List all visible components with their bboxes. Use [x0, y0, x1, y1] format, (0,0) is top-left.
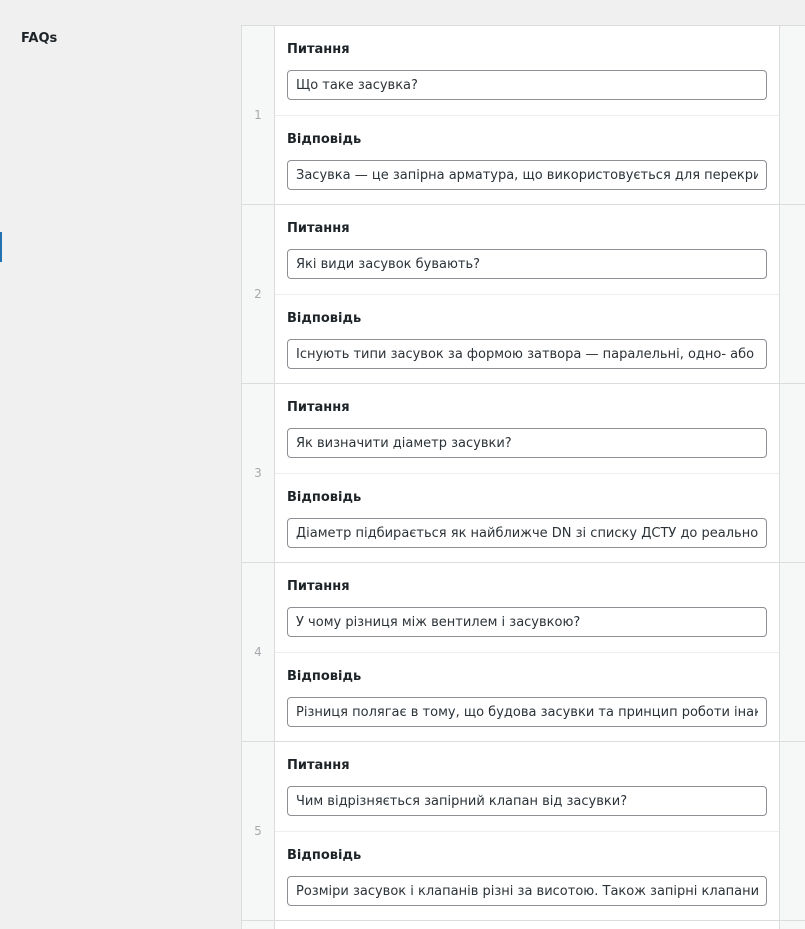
question-label: Питання [287, 42, 350, 57]
question-field [275, 384, 779, 473]
row-number: 5 [254, 824, 262, 838]
row-fields [275, 921, 780, 929]
repeater-row [242, 205, 805, 384]
answer-field [275, 831, 779, 920]
answer-label: Відповідь [287, 848, 362, 863]
row-actions-column[interactable] [780, 384, 805, 562]
row-fields [275, 205, 780, 383]
row-actions-column[interactable] [780, 742, 805, 920]
answer-field [275, 115, 779, 204]
question-field [275, 205, 779, 294]
question-field [275, 742, 779, 831]
field-title: FAQs [21, 31, 58, 46]
row-actions-column[interactable] [780, 563, 805, 741]
question-input[interactable] [287, 428, 767, 458]
answer-input[interactable] [287, 876, 767, 906]
repeater-row [242, 26, 805, 205]
answer-input[interactable] [287, 518, 767, 548]
row-fields [275, 742, 780, 920]
repeater-row [242, 384, 805, 563]
repeater-row-partial [242, 921, 805, 929]
row-actions-column[interactable] [780, 205, 805, 383]
row-drag-handle[interactable] [242, 205, 275, 383]
question-label: Питання [287, 579, 350, 594]
answer-field [275, 473, 779, 562]
answer-input[interactable] [287, 160, 767, 190]
row-drag-handle[interactable] [242, 384, 275, 562]
question-label: Питання [287, 221, 350, 236]
row-drag-handle[interactable] [242, 563, 275, 741]
answer-input[interactable] [287, 339, 767, 369]
row-drag-handle[interactable] [242, 742, 275, 920]
admin-menu-edge-marker [0, 232, 2, 262]
answer-label: Відповідь [287, 311, 362, 326]
row-actions-column[interactable] [780, 26, 805, 204]
row-number: 1 [254, 108, 262, 122]
answer-label: Відповідь [287, 490, 362, 505]
repeater-row [242, 563, 805, 742]
row-number: 3 [254, 466, 262, 480]
question-label: Питання [287, 400, 350, 415]
faqs-repeater [241, 25, 805, 929]
row-fields [275, 384, 780, 562]
question-input[interactable] [287, 607, 767, 637]
row-drag-handle[interactable] [242, 921, 275, 929]
row-number: 4 [254, 645, 262, 659]
row-actions-column[interactable] [780, 921, 805, 929]
question-input[interactable] [287, 786, 767, 816]
row-drag-handle[interactable] [242, 26, 275, 204]
question-field [275, 26, 779, 115]
question-field [275, 563, 779, 652]
question-input[interactable] [287, 70, 767, 100]
answer-label: Відповідь [287, 669, 362, 684]
repeater-row [242, 742, 805, 921]
question-input[interactable] [287, 249, 767, 279]
answer-label: Відповідь [287, 132, 362, 147]
answer-field [275, 652, 779, 741]
question-label: Питання [287, 758, 350, 773]
row-fields [275, 26, 780, 204]
answer-field [275, 294, 779, 383]
row-number: 2 [254, 287, 262, 301]
row-fields [275, 563, 780, 741]
answer-input[interactable] [287, 697, 767, 727]
